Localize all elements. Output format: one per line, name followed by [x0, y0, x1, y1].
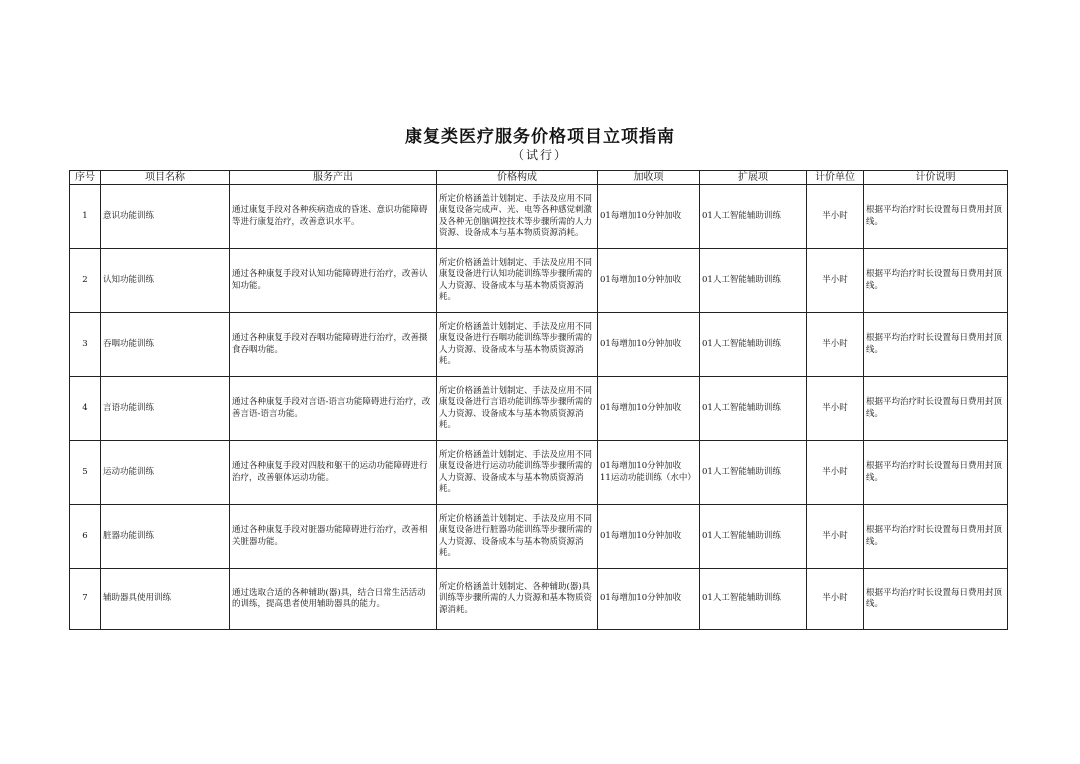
cell-seq: 3: [70, 313, 101, 377]
header-pricing-note: 计价说明: [864, 171, 1008, 185]
cell-surcharge: 01每增加10分钟加收: [598, 377, 700, 441]
cell-pricing-unit: 半小时: [807, 377, 864, 441]
cell-pricing-note: 根据平均治疗时长设置每日费用封顶线。: [864, 185, 1008, 249]
cell-pricing-unit: 半小时: [807, 313, 864, 377]
cell-pricing-note: 根据平均治疗时长设置每日费用封顶线。: [864, 249, 1008, 313]
cell-pricing-unit: 半小时: [807, 441, 864, 505]
document-title: 康复类医疗服务价格项目立项指南: [405, 127, 675, 147]
cell-pricing-note: 根据平均治疗时长设置每日费用封顶线。: [864, 441, 1008, 505]
cell-surcharge: 01每增加10分钟加收 11运动功能训练（水中）: [598, 441, 700, 505]
cell-item-name: 运动功能训练: [101, 441, 230, 505]
table-row: [70, 377, 1008, 441]
document-subtitle: （试行）: [511, 148, 568, 162]
table-row: [70, 505, 1008, 569]
header-price-composition: 价格构成: [437, 171, 598, 185]
price-item-table: [69, 170, 1008, 630]
cell-extension: 01人工智能辅助训练: [700, 569, 807, 630]
table-header-row: [70, 171, 1008, 185]
header-extension: 扩展项: [700, 171, 807, 185]
cell-extension: 01人工智能辅助训练: [700, 505, 807, 569]
cell-item-name: 辅助器具使用训练: [101, 569, 230, 630]
cell-pricing-unit: 半小时: [807, 505, 864, 569]
cell-item-name: 吞咽功能训练: [101, 313, 230, 377]
cell-surcharge: 01每增加10分钟加收: [598, 569, 700, 630]
header-item-name: 项目名称: [101, 171, 230, 185]
table-row: [70, 441, 1008, 505]
cell-pricing-unit: 半小时: [807, 569, 864, 630]
cell-item-name: 认知功能训练: [101, 249, 230, 313]
cell-price-composition: 所定价格涵盖计划制定、手法及应用不同康复设备进行吞咽功能训练等步骤所需的人力资源、设备成本与基本物质资源消耗。: [437, 313, 598, 377]
cell-pricing-note: 根据平均治疗时长设置每日费用封顶线。: [864, 505, 1008, 569]
cell-service-output: 通过选取合适的各种辅助(器)具，结合日常生活活动的训练，提高患者使用辅助器具的能力。: [230, 569, 437, 630]
cell-extension: 01人工智能辅助训练: [700, 377, 807, 441]
cell-surcharge: 01每增加10分钟加收: [598, 505, 700, 569]
cell-pricing-note: 根据平均治疗时长设置每日费用封顶线。: [864, 313, 1008, 377]
cell-seq: 6: [70, 505, 101, 569]
header-seq: 序号: [70, 171, 101, 185]
cell-price-composition: 所定价格涵盖计划制定、手法及应用不同康复设备进行运动功能训练等步骤所需的人力资源、设备成本与基本物质资源消耗。: [437, 441, 598, 505]
header-service-output: 服务产出: [230, 171, 437, 185]
cell-service-output: 通过各种康复手段对认知功能障碍进行治疗，改善认知功能。: [230, 249, 437, 313]
cell-seq: 1: [70, 185, 101, 249]
cell-pricing-note: 根据平均治疗时长设置每日费用封顶线。: [864, 377, 1008, 441]
cell-surcharge: 01每增加10分钟加收: [598, 313, 700, 377]
header-surcharge: 加收项: [598, 171, 700, 185]
cell-pricing-unit: 半小时: [807, 185, 864, 249]
cell-extension: 01人工智能辅助训练: [700, 441, 807, 505]
cell-price-composition: 所定价格涵盖计划制定、各种辅助(器)具训练等步骤所需的人力资源和基本物质资源消耗。: [437, 569, 598, 630]
cell-seq: 5: [70, 441, 101, 505]
table-row: [70, 185, 1008, 249]
cell-extension: 01人工智能辅助训练: [700, 313, 807, 377]
cell-service-output: 通过各种康复手段对四肢和躯干的运动功能障碍进行治疗，改善躯体运动功能。: [230, 441, 437, 505]
cell-item-name: 言语功能训练: [101, 377, 230, 441]
cell-item-name: 脏器功能训练: [101, 505, 230, 569]
table-row: [70, 569, 1008, 630]
cell-service-output: 通过各种康复手段对吞咽功能障碍进行治疗，改善摄食吞咽功能。: [230, 313, 437, 377]
cell-seq: 2: [70, 249, 101, 313]
table-row: [70, 249, 1008, 313]
cell-extension: 01人工智能辅助训练: [700, 185, 807, 249]
cell-service-output: 通过康复手段对各种疾病造成的昏迷、意识功能障碍等进行康复治疗，改善意识水平。: [230, 185, 437, 249]
cell-price-composition: 所定价格涵盖计划制定、手法及应用不同康复设备进行言语功能训练等步骤所需的人力资源、设备成本与基本物质资源消耗。: [437, 377, 598, 441]
cell-item-name: 意识功能训练: [101, 185, 230, 249]
cell-surcharge: 01每增加10分钟加收: [598, 249, 700, 313]
cell-pricing-unit: 半小时: [807, 249, 864, 313]
cell-price-composition: 所定价格涵盖计划制定、手法及应用不同康复设备进行脏器功能训练等步骤所需的人力资源、设备成本与基本物质资源消耗。: [437, 505, 598, 569]
cell-pricing-note: 根据平均治疗时长设置每日费用封顶线。: [864, 569, 1008, 630]
cell-service-output: 通过各种康复手段对脏器功能障碍进行治疗，改善相关脏器功能。: [230, 505, 437, 569]
cell-extension: 01人工智能辅助训练: [700, 249, 807, 313]
cell-seq: 4: [70, 377, 101, 441]
table-row: [70, 313, 1008, 377]
cell-price-composition: 所定价格涵盖计划制定、手法及应用不同康复设备进行认知功能训练等步骤所需的人力资源、设备成本与基本物质资源消耗。: [437, 249, 598, 313]
cell-price-composition: 所定价格涵盖计划制定、手法及应用不同康复设备完成声、光、电等各种感觉刺激及各种无创脑调控技术等步骤所需的人力资源、设备成本与基本物质资源消耗。: [437, 185, 598, 249]
cell-service-output: 通过各种康复手段对言语-语言功能障碍进行治疗，改善言语-语言功能。: [230, 377, 437, 441]
header-pricing-unit: 计价单位: [807, 171, 864, 185]
cell-surcharge: 01每增加10分钟加收: [598, 185, 700, 249]
cell-seq: 7: [70, 569, 101, 630]
